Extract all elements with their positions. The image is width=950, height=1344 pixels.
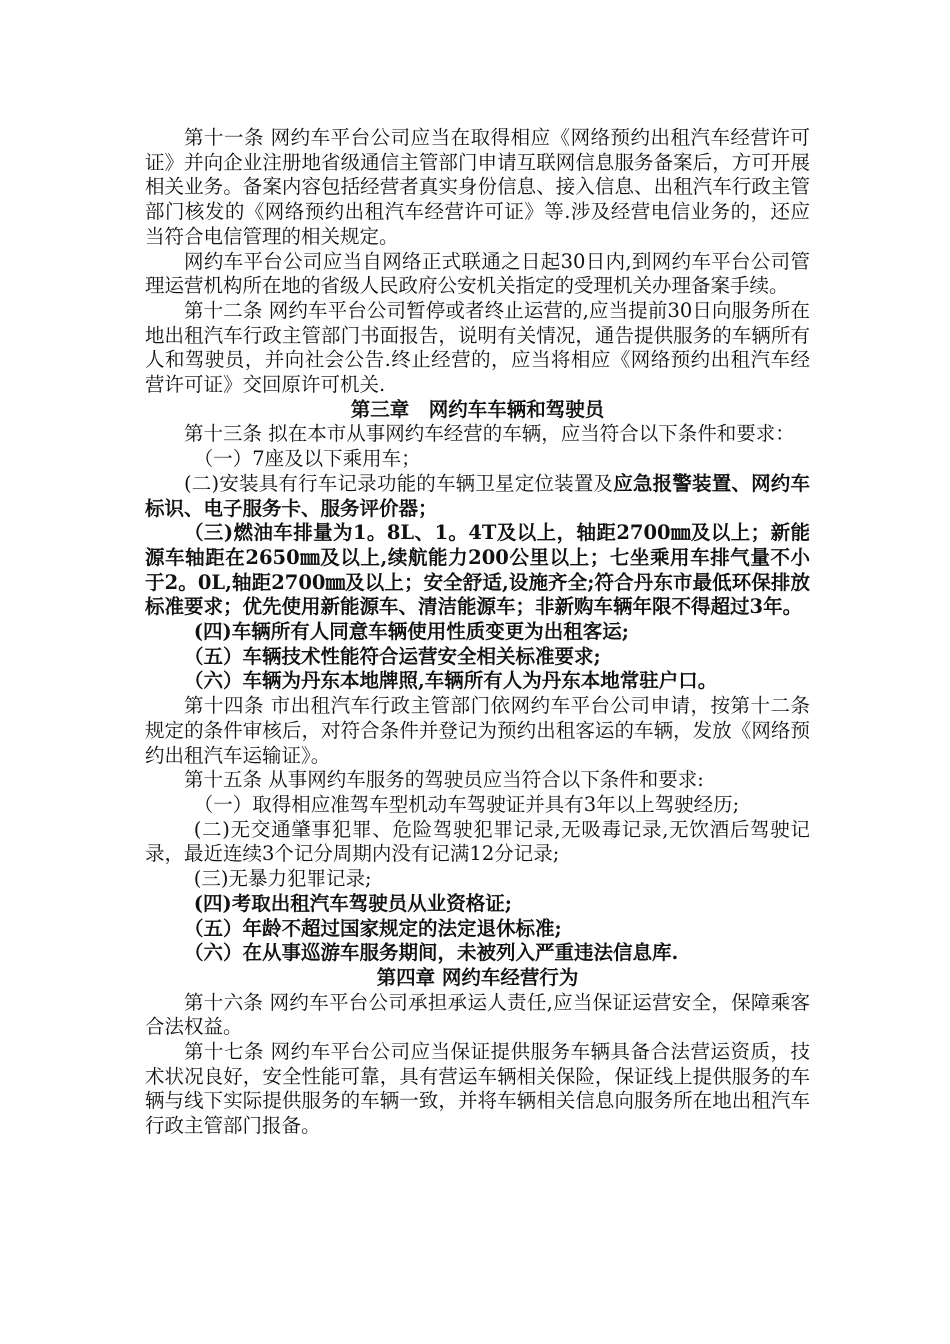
article-11-paragraph: 第十一条 网约车平台公司应当在取得相应《网络预约出租汽车经营许可证》并向企业注册地省级通信主管部门申请互联网信息服务备案后，方可开展相关业务。备案内容包括经营者真实身份信息、接入信息、出租汽车行政主管部门核发的《网络预约出租汽车经营许可证》等.涉及经营电信业务的，还应当符合电信管理的相关规定。 bbox=[145, 126, 810, 248]
article-16-paragraph: 第十六条 网约车平台公司承担承运人责任,应当保证运营安全，保障乘客合法权益。 bbox=[145, 990, 810, 1039]
article-11-filing-paragraph: 网约车平台公司应当自网络正式联通之日起30日内,到网约车平台公司管理运营机构所在地的省级人民政府公安机关指定的受理机关办理备案手续。 bbox=[145, 249, 810, 298]
driver-requirement-5: （五）年龄不超过国家规定的法定退休标准; bbox=[184, 916, 562, 940]
vehicle-requirement-2-bold: 应急报警装置、网约车标识、电子服务卡、服务评价器； bbox=[145, 471, 810, 520]
article-17-paragraph: 第十七条 网约车平台公司应当保证提供服务车辆具备合法营运资质，技术状况良好，安全性能可靠，具有营运车辆相关保险，保证线上提供服务的车辆与线下实际提供服务的车辆一致，并将车辆相关信息向服务所在地出租汽车行政主管部门报备。 bbox=[145, 1040, 810, 1138]
vehicle-requirement-3: （三)燃油车排量为1。8L、1。4T及以上，轴距2700㎜及以上；新能源车轴距在2650㎜及以上,续航能力200公里以上；七坐乘用车排气量不小于2。0L,轴距2700㎜及以上；安全舒适,设施齐全;符合丹东市最低环保排放标准要求；优先使用新能源车、清洁能源车；非新购车辆年限不得超过3年。 bbox=[145, 521, 810, 619]
driver-requirement-2: (二)无交通肇事犯罪、危险驾驶犯罪记录,无吸毒记录,无饮酒后驾驶记录，最近连续3个记分周期内没有记满12分记录; bbox=[145, 817, 810, 866]
vehicle-requirement-1: （一）7座及以下乘用车； bbox=[193, 447, 421, 471]
chapter-4-heading: 第四章 网约车经营行为 bbox=[376, 965, 579, 989]
article-14-paragraph: 第十四条 市出租汽车行政主管部门依网约车平台公司申请，按第十二条规定的条件审核后，对符合条件并登记为预约出租客运的车辆，发放《网络预约出租汽车运输证》。 bbox=[145, 694, 810, 767]
driver-requirement-6: （六）在从事巡游车服务期间，未被列入严重违法信息库. bbox=[184, 941, 679, 965]
vehicle-requirement-6: （六）车辆为丹东本地牌照,车辆所有人为丹东本地常驻户口。 bbox=[184, 669, 718, 693]
article-12-paragraph: 第十二条 网约车平台公司暂停或者终止运营的,应当提前30日向服务所在地出租汽车行政主管部门书面报告，说明有关情况，通告提供服务的车辆所有人和驾驶员，并向社会公告.终止经营的，应当将相应《网络预约出租汽车经营许可证》交回原许可机关. bbox=[145, 298, 810, 397]
article-13-paragraph: 第十三条 拟在本市从事网约车经营的车辆，应当符合以下条件和要求： bbox=[184, 422, 795, 446]
driver-requirement-1: （一）取得相应准驾车型机动车驾驶证并具有3年以上驾驶经历; bbox=[193, 792, 740, 816]
vehicle-requirement-2-plain: (二)安装具有行车记录功能的车辆卫星定位装置及 bbox=[184, 471, 614, 495]
chapter-3-heading: 第三章 网约车车辆和驾驶员 bbox=[350, 397, 605, 421]
driver-requirement-4: (四)考取出租汽车驾驶员从业资格证; bbox=[193, 891, 512, 915]
driver-requirement-3: (三)无暴力犯罪记录; bbox=[193, 867, 372, 891]
vehicle-requirement-5: （五）车辆技术性能符合运营安全相关标准要求; bbox=[184, 644, 601, 668]
vehicle-requirement-2 bbox=[145, 472, 810, 521]
article-15-paragraph: 第十五条 从事网约车服务的驾驶员应当符合以下条件和要求: bbox=[184, 768, 704, 792]
vehicle-requirement-4: (四)车辆所有人同意车辆使用性质变更为出租客运; bbox=[193, 620, 629, 644]
